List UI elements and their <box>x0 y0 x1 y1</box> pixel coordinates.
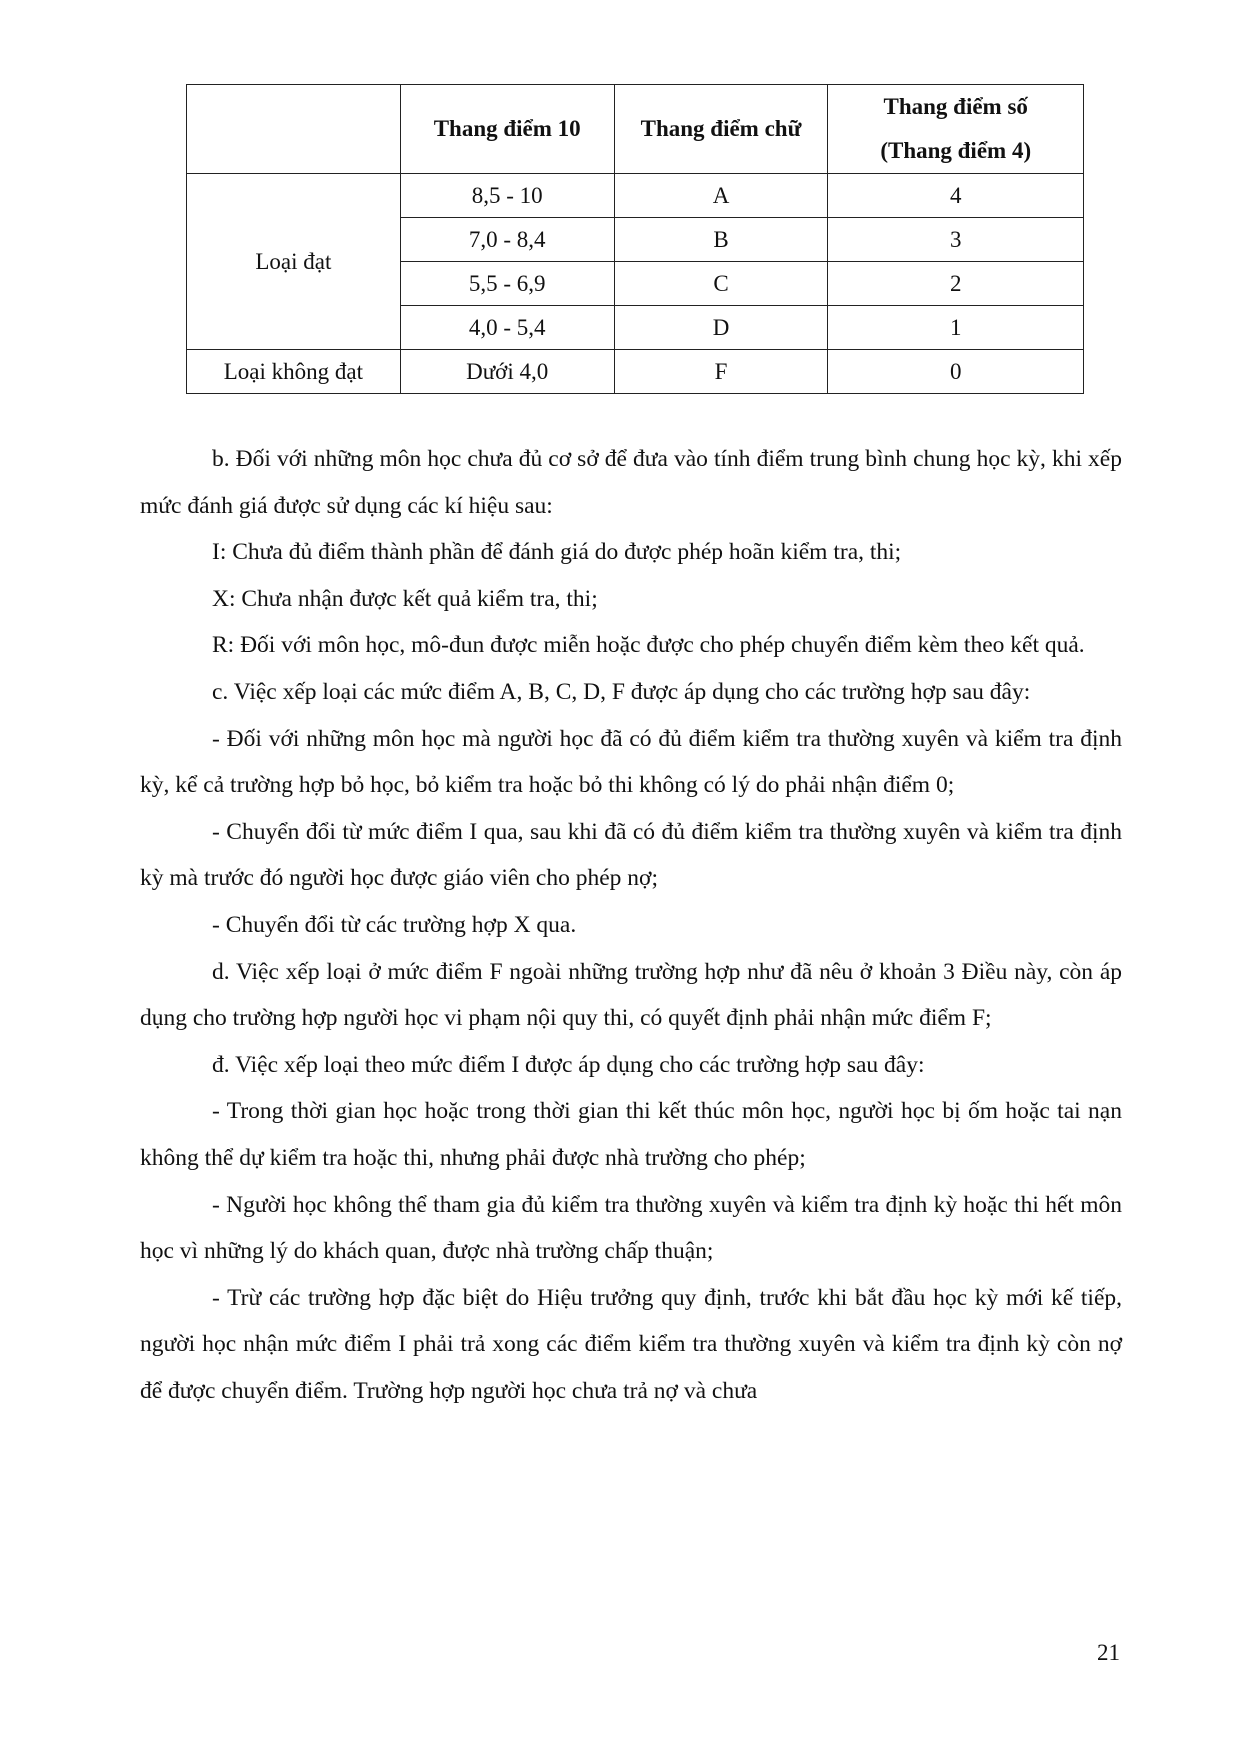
paragraph: - Chuyển đổi từ mức điểm I qua, sau khi đã có đủ điểm kiểm tra thường xuyên và kiểm tra định kỳ mà trước đó người học được giáo viên cho phép nợ; <box>140 818 1122 892</box>
letter-cell: D <box>614 306 828 350</box>
paragraph: d. Việc xếp loại ở mức điểm F ngoài những trường hợp như đã nêu ở khoản 3 Điều này, còn áp dụng cho trường hợp người học vi phạm nội quy thi, có quyết định phải nhận mức điểm F; <box>140 958 1122 1032</box>
table-row <box>187 174 1084 218</box>
header-empty <box>187 85 401 174</box>
table-header-row <box>187 85 1084 174</box>
paragraph: - Trong thời gian học hoặc trong thời gian thi kết thúc môn học, người học bị ốm hoặc tai nạn không thể dự kiểm tra hoặc thi, nhưng phải được nhà trường cho phép; <box>140 1098 1122 1171</box>
number-cell: 3 <box>828 218 1084 262</box>
range-cell: 5,5 - 6,9 <box>400 262 614 306</box>
paragraph: I: Chưa đủ điểm thành phần để đánh giá do được phép hoãn kiểm tra, thi; <box>212 539 902 566</box>
header-number-scale-sub: (Thang điểm 4) <box>880 138 1032 163</box>
paragraph: - Người học không thể tham gia đủ kiểm tra thường xuyên và kiểm tra định kỳ hoặc thi hết môn học vì những lý do khách quan, được nhà trường chấp thuận; <box>140 1191 1122 1265</box>
page-number: 21 <box>1097 1640 1120 1665</box>
paragraph: b. Đối với những môn học chưa đủ cơ sở để đưa vào tính điểm trung bình chung học kỳ, khi xếp mức đánh giá được sử dụng các kí hiệu sau: <box>140 446 1122 519</box>
body-text <box>140 436 1122 1414</box>
letter-cell: B <box>614 218 828 262</box>
number-cell: 4 <box>828 174 1084 218</box>
number-cell: 1 <box>828 306 1084 350</box>
grading-scale-table <box>186 84 1084 394</box>
paragraph: đ. Việc xếp loại theo mức điểm I được áp dụng cho các trường hợp sau đây: <box>212 1051 925 1078</box>
number-cell: 0 <box>828 350 1084 394</box>
header-number-scale <box>828 85 1084 174</box>
paragraph: - Trừ các trường hợp đặc biệt do Hiệu trưởng quy định, trước khi bắt đầu học kỳ mới kế tiếp, người học nhận mức điểm I phải trả xong các điểm kiểm tra thường xuyên và kiểm tra định kỳ còn nợ để được chuyển điểm. Trường hợp người học chưa trả nợ và chưa <box>140 1284 1122 1404</box>
range-cell: 7,0 - 8,4 <box>400 218 614 262</box>
range-cell: 4,0 - 5,4 <box>400 306 614 350</box>
paragraph: X: Chưa nhận được kết quả kiểm tra, thi; <box>212 585 598 612</box>
letter-cell: A <box>614 174 828 218</box>
paragraph: - Đối với những môn học mà người học đã có đủ điểm kiểm tra thường xuyên và kiểm tra định kỳ, kể cả trường hợp bỏ học, bỏ kiểm tra hoặc bỏ thi không có lý do phải nhận điểm 0; <box>140 725 1122 799</box>
header-letter-scale: Thang điểm chữ <box>614 85 828 174</box>
table-row <box>187 350 1084 394</box>
paragraph: R: Đối với môn học, mô-đun được miễn hoặc được cho phép chuyển điểm kèm theo kết quả. <box>212 632 1085 659</box>
range-cell: Dưới 4,0 <box>400 350 614 394</box>
letter-cell: F <box>614 350 828 394</box>
number-cell: 2 <box>828 262 1084 306</box>
group-pass-cell: Loại đạt <box>187 174 401 350</box>
header-number-scale-title: Thang điểm số <box>883 94 1028 119</box>
paragraph: c. Việc xếp loại các mức điểm A, B, C, D, F được áp dụng cho các trường hợp sau đây: <box>212 678 1031 705</box>
paragraph: - Chuyển đổi từ các trường hợp X qua. <box>212 911 577 938</box>
group-fail-cell: Loại không đạt <box>187 350 401 394</box>
header-scale-10: Thang điểm 10 <box>400 85 614 174</box>
letter-cell: C <box>614 262 828 306</box>
range-cell: 8,5 - 10 <box>400 174 614 218</box>
